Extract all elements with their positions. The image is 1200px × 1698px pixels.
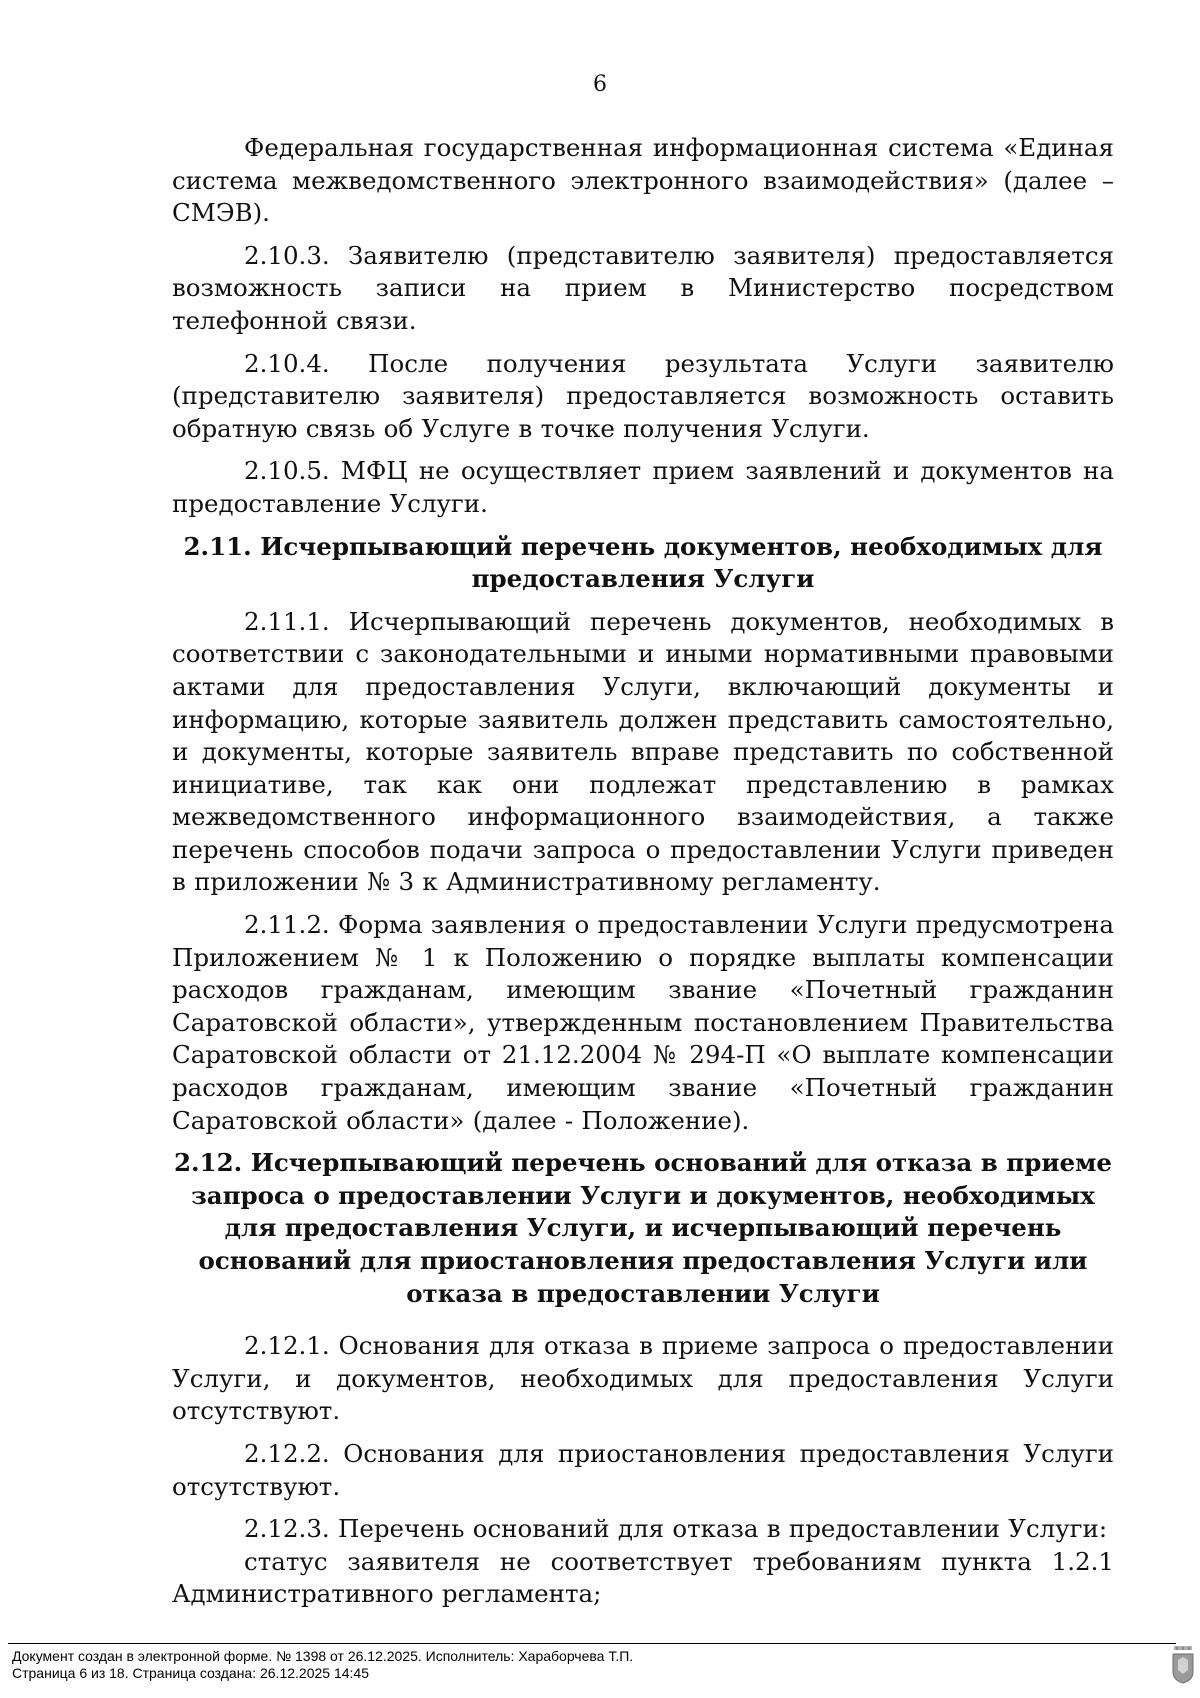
paragraph-refusal-reason: статус заявителя не соответствует требованиям пункта 1.2.1 Административного регламента; bbox=[172, 1546, 1114, 1609]
paragraph-2-10-3: 2.10.3. Заявителю (представителю заявителя) предоставляется возможность записи на прием в Министерство посредством телефонной связи. bbox=[172, 240, 1114, 335]
footer-document-info: Документ создан в электронной форме. № 1398 от 26.12.2025. Исполнитель: Хараборчева Т.П. bbox=[12, 1648, 634, 1664]
page-number: 6 bbox=[593, 72, 607, 97]
paragraph-2-11-1: 2.11.1. Исчерпывающий перечень документов, необходимых в соответствии с законодательными и иными нормативными правовыми актами для предоставления Услуги, включающий документы и информацию, которые заявитель должен представить самостоятельно, и документы, которые заявитель вправе представить по собственной инициативе, так как они подлежат представлению в рамках межведомственного информационного взаимодействия, а также перечень способов подачи запроса о предоставлении Услуги приведен в приложении № 3 к Административному регламенту. bbox=[172, 606, 1114, 897]
document-body bbox=[172, 132, 1114, 1621]
section-heading-2-12: 2.12. Исчерпывающий перечень оснований для отказа в приеме запроса о предоставлении Услуги и документов, необходимых для предоставления Услуги, и исчерпывающий перечень оснований для приостановления предоставления Услуги или отказа в предоставлении Услуги bbox=[173, 1148, 1113, 1308]
paragraph-2-12-3: 2.12.3. Перечень оснований для отказа в предоставлении Услуги: bbox=[244, 1514, 1108, 1544]
section-heading-2-11: 2.11. Исчерпывающий перечень документов, необходимых для предоставления Услуги bbox=[183, 531, 1103, 594]
paragraph-2-10-5: 2.10.5. МФЦ не осуществляет прием заявлений и документов на предоставление Услуги. bbox=[172, 456, 1114, 518]
footer-page-info: Страница 6 из 18. Страница создана: 26.12.2025 14:45 bbox=[12, 1664, 369, 1681]
coat-of-arms-icon bbox=[1171, 1646, 1195, 1684]
paragraph-2-12-2: 2.12.2. Основания для приостановления предоставления Услуги отсутствуют. bbox=[172, 1438, 1114, 1501]
paragraph-smev: Федеральная государственная информационная система «Единая система межведомственного электронного взаимодействия» (далее – СМЭВ). bbox=[172, 133, 1114, 228]
footer-divider bbox=[8, 1643, 1176, 1644]
document-footer bbox=[12, 1648, 633, 1681]
paragraph-2-10-4: 2.10.4. После получения результата Услуги заявителю (представителю заявителя) предоставляется возможность оставить обратную связь об Услуге в точке получения Услуги. bbox=[172, 348, 1114, 443]
paragraph-2-12-1: 2.12.1. Основания для отказа в приеме запроса о предоставлении Услуги, и документов, необходимых для предоставления Услуги отсутствуют. bbox=[172, 1331, 1114, 1426]
paragraph-2-11-2: 2.11.2. Форма заявления о предоставлении Услуги предусмотрена Приложением № 1 к Положению о порядке выплаты компенсации расходов гражданам, имеющим звание «Почетный гражданин Саратовской области», утвержденным постановлением Правительства Саратовской области от 21.12.2004 № 294-П «О выплате компенсации расходов гражданам, имеющим звание «Почетный гражданин Саратовской области» (далее - Положение). bbox=[172, 910, 1114, 1135]
